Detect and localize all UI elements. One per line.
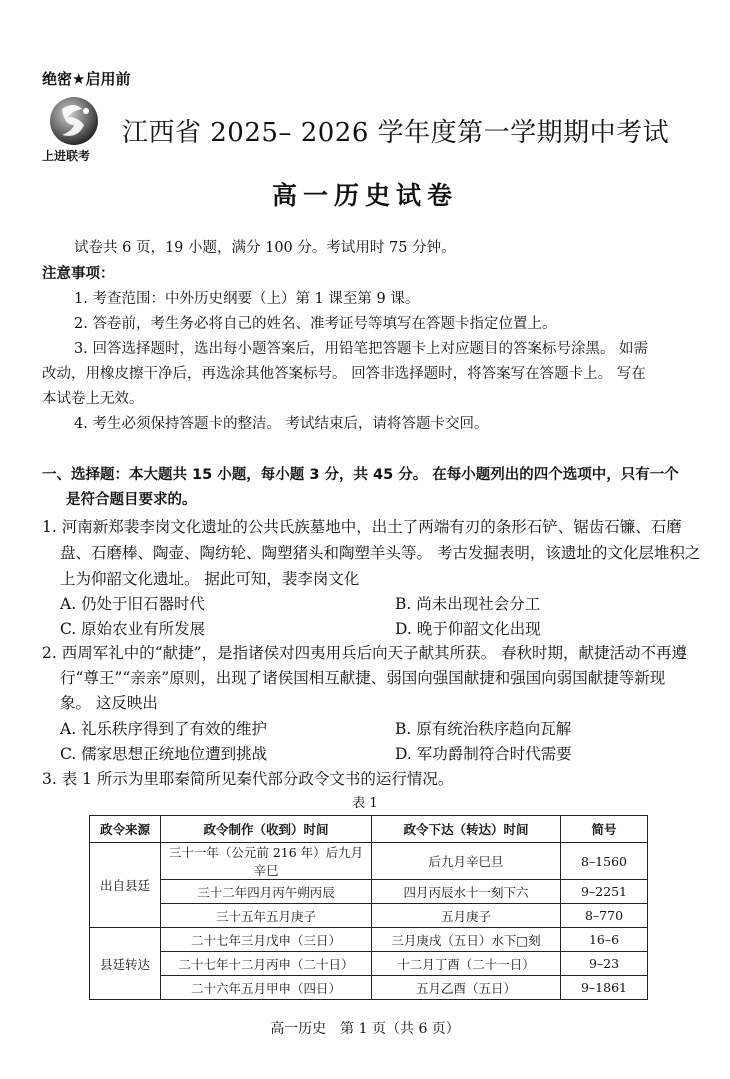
notes-title: 注意事项：: [42, 266, 115, 282]
table-cell: 二十七年三月戊申（三日）: [161, 928, 372, 952]
table-cell: 五月乙酉（五日）: [372, 976, 561, 1000]
exam-logo: [44, 95, 104, 167]
table-header: 政令下达（转达）时间: [372, 816, 561, 843]
section-heading-cont: 是符合题目要求的。: [66, 492, 197, 508]
q2-option-d: D. 军功爵制符合时代需要: [395, 745, 572, 763]
q2-option-b: B. 原有统治秩序趋向瓦解: [395, 720, 572, 738]
table-cell: 9–1861: [561, 976, 648, 1000]
table-cell: 8–1560: [561, 843, 648, 880]
question-2-stem: 2. 西周军礼中的“献捷”，是指诸侯对四夷用兵后向天子献其所获。 春秋时期，献捷活动不再遵: [42, 644, 687, 662]
table-cell: 三十二年四月丙午朔丙辰: [161, 880, 372, 904]
question-1-stem: 1. 河南新郑裴李岗文化遗址的公共氏族墓地中，出土了两端有刃的条形石铲、锯齿石镰、石磨: [42, 518, 682, 536]
table-header-row: [90, 816, 648, 843]
table-cell: 后九月辛巳旦: [372, 843, 561, 880]
table-cell: 三月庚戌（五日）水下□刻: [372, 928, 561, 952]
table-cell: 二十七年十二月丙申（二十日）: [161, 952, 372, 976]
question-2-stem: 象。 这反映出: [60, 694, 158, 712]
table-row: [90, 843, 648, 880]
q1-option-c: C. 原始农业有所发展: [60, 620, 206, 638]
table-cell: 9–23: [561, 952, 648, 976]
table-row: [90, 952, 648, 976]
table-row: [90, 880, 648, 904]
question-2-stem: 行“尊王”“亲亲”原则，出现了诸侯国相互献捷、弱国向强国献捷和强国向弱国献捷等新现: [60, 669, 666, 687]
note-line: 3. 回答选择题时，选出每小题答案后，用铅笔把答题卡上对应题目的答案标号涂黑。 如需: [74, 341, 649, 357]
page-footer: 高一历史 第 1 页（共 6 页）: [270, 1021, 460, 1037]
table-row: [90, 928, 648, 952]
table-row: [90, 976, 648, 1000]
q1-option-b: B. 尚未出现社会分工: [395, 595, 541, 613]
table-header: 政令来源: [90, 816, 161, 843]
table-cell: 十二月丁酉（二十一日）: [372, 952, 561, 976]
note-line: 2. 答卷前，考生务必将自己的姓名、准考证号等填写在答题卡指定位置上。: [74, 316, 557, 332]
table-group-cell: 出自县廷: [90, 843, 161, 928]
intro-text: 试卷共 6 页，19 小题，满分 100 分。考试用时 75 分钟。: [74, 240, 456, 256]
question-1-stem: 盘、石磨棒、陶壶、陶纺轮、陶塑猪头和陶塑羊头等。 考古发掘表明，该遗址的文化层堆积之: [60, 544, 701, 562]
note-line: 本试卷上无效。: [42, 391, 144, 407]
section-heading: 一、选择题：本大题共 15 小题，每小题 3 分，共 45 分。 在每小题列出的四个选项中，只有一个: [42, 467, 679, 483]
table-group-cell: 县廷转达: [90, 928, 161, 1000]
table-cell: 四月丙辰水十一刻下六: [372, 880, 561, 904]
table-cell: 8–770: [561, 904, 648, 928]
q1-option-a: A. 仍处于旧石器时代: [60, 595, 206, 613]
exam-title: 江西省 2025– 2026 学年度第一学期期中考试: [122, 118, 670, 148]
note-line: 4. 考生必须保持答题卡的整洁。 考试结束后，请将答题卡交回。: [74, 416, 489, 432]
note-line: 改动，用橡皮擦干净后，再选涂其他答案标号。 回答非选择题时，将答案写在答题卡上。 写在: [42, 366, 646, 382]
confidential-label: 绝密★启用前: [42, 70, 131, 88]
table-cell: 三十一年（公元前 216 年）后九月辛巳: [161, 843, 372, 880]
table-cell: 二十六年五月甲申（四日）: [161, 976, 372, 1000]
q2-option-c: C. 儒家思想正统地位遭到挑战: [60, 745, 268, 763]
table-caption: 表 1: [352, 796, 378, 811]
document-table: [89, 815, 648, 1000]
note-line: 1. 考查范围：中外历史纲要（上）第 1 课至第 9 课。: [74, 291, 420, 307]
q1-option-d: D. 晚于仰韶文化出现: [395, 620, 541, 638]
q2-option-a: A. 礼乐秩序得到了有效的维护: [60, 720, 268, 738]
question-1-stem: 上为仰韶文化遗址。 据此可知，裴李岗文化: [60, 570, 360, 588]
table-cell: 五月庚子: [372, 904, 561, 928]
table-cell: 9–2251: [561, 880, 648, 904]
table-cell: 三十五年五月庚子: [161, 904, 372, 928]
table-header: 简号: [561, 816, 648, 843]
table-cell: 16–6: [561, 928, 648, 952]
question-3-stem: 3. 表 1 所示为里耶秦简所见秦代部分政令文书的运行情况。: [42, 770, 454, 788]
table-header: 政令制作（收到）时间: [161, 816, 372, 843]
logo-text: 上进联考: [42, 149, 91, 163]
table-row: [90, 904, 648, 928]
paper-subtitle: 高一历史试卷: [271, 181, 458, 210]
